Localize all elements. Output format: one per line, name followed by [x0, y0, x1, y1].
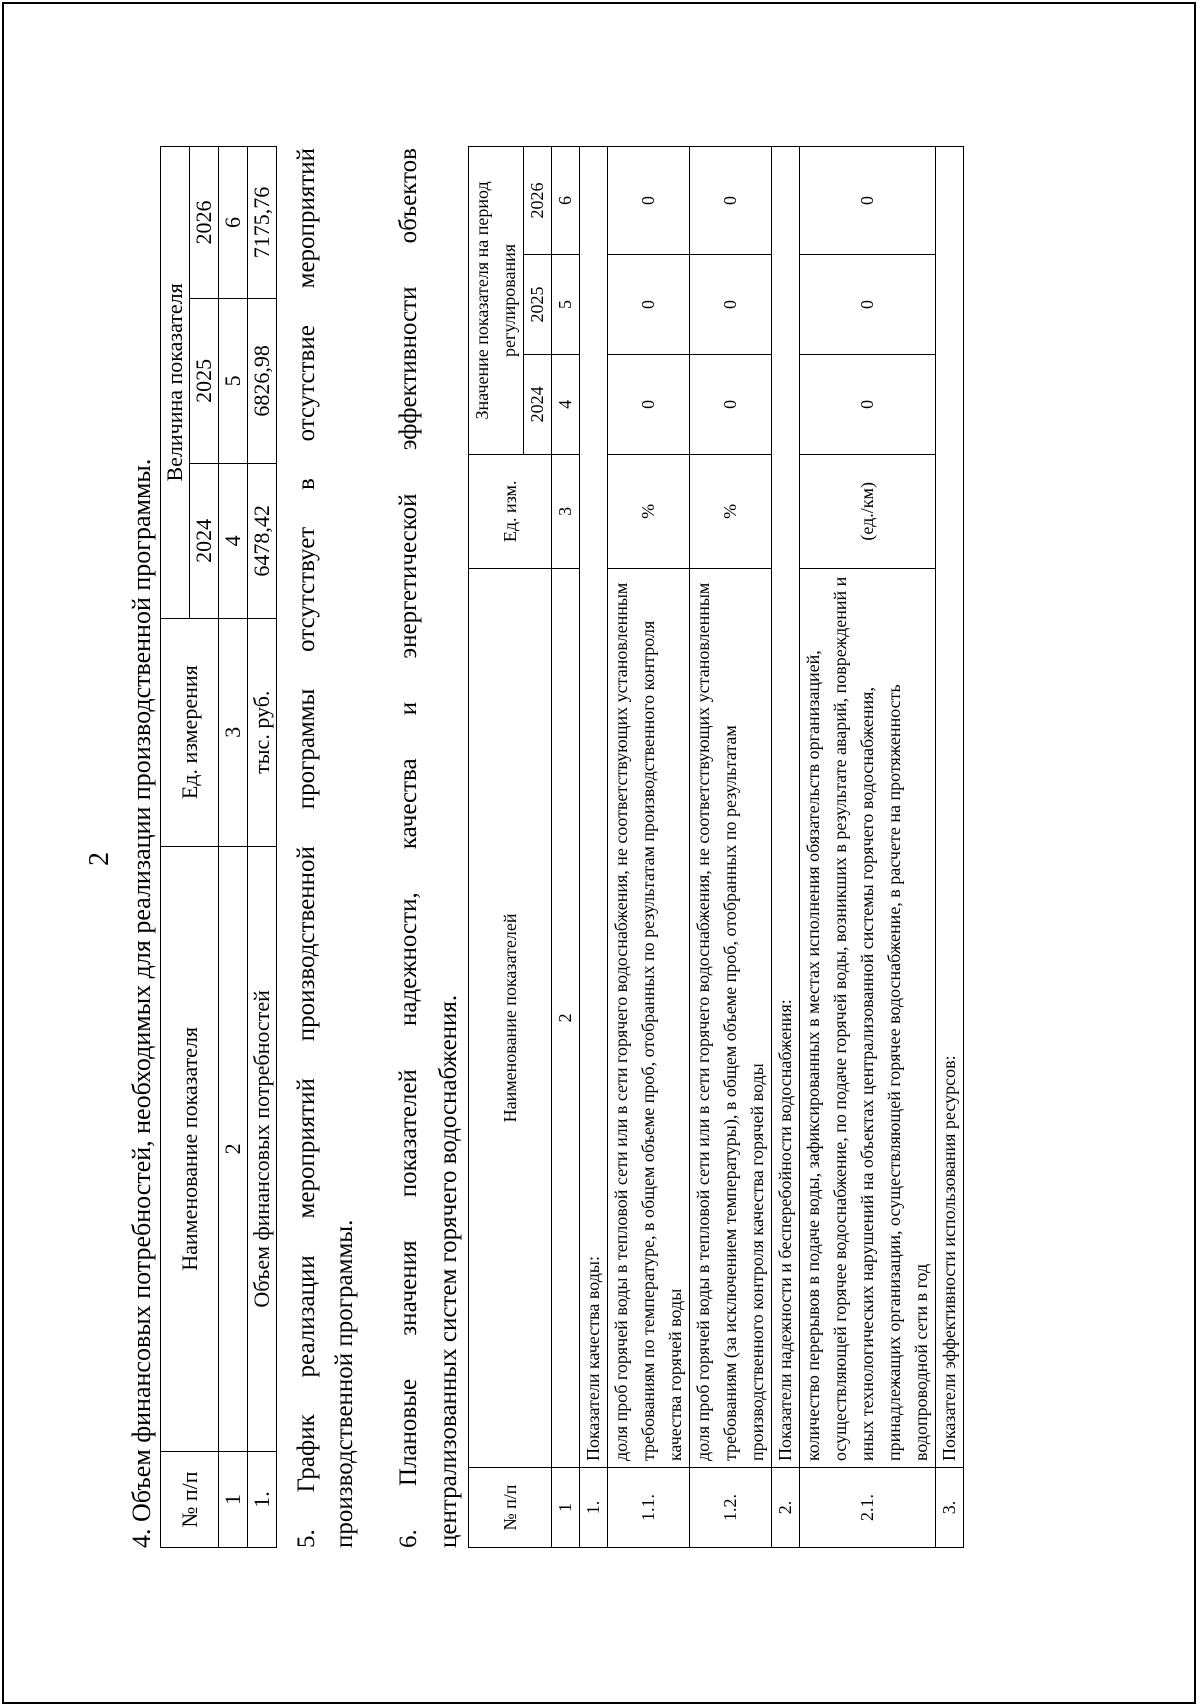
year-header: 2024	[190, 463, 219, 618]
col-header-unit: Ед. измерения	[161, 618, 219, 846]
col-header-unit: Ед. изм.	[469, 454, 552, 568]
col-header-group: Величина показателя	[161, 147, 190, 619]
row-value: 0	[608, 254, 690, 354]
row-text: доля проб горячей воды в тепловой сети или в сети горячего водоснабжения, не соответствующих установленным требованиям (за исключением температуры), в общем объеме проб, отобранных по результатам производственного контроля качества горячей воды	[690, 568, 772, 1467]
group-num: 3.	[936, 1468, 964, 1548]
year-header: 2026	[190, 147, 219, 299]
group-title: Показатели надежности и бесперебойности водоснабжения:	[772, 147, 800, 1468]
index-cell: 2	[552, 568, 580, 1467]
row-value: 0	[690, 354, 772, 454]
group-num: 1.	[580, 1468, 608, 1548]
index-cell: 5	[219, 298, 248, 463]
index-cell: 1	[552, 1468, 580, 1548]
group-title: Показатели качества воды:	[580, 147, 608, 1468]
index-cell: 4	[552, 354, 580, 454]
row-value: 0	[690, 147, 772, 255]
col-header-name: Наименование показателя	[161, 846, 219, 1451]
index-cell: 3	[552, 454, 580, 568]
row-num: 1.2.	[690, 1468, 772, 1548]
year-header: 2025	[190, 298, 219, 463]
group-num: 2.	[772, 1468, 800, 1548]
table-row	[608, 147, 690, 1548]
year-header: 2024	[524, 354, 552, 454]
row-value: 0	[800, 254, 936, 354]
table-row	[248, 147, 277, 1548]
index-cell: 1	[219, 1452, 248, 1548]
year-header: 2025	[524, 254, 552, 354]
row-name: Объем финансовых потребностей	[248, 846, 277, 1451]
section6-line1: 6. Плановые значения показателей надежности, качества и энергетической эффективности объектов	[395, 148, 422, 1548]
row-value: 6478,42	[248, 463, 277, 618]
row-value: 6826,98	[248, 298, 277, 463]
section5-line1: 5. График реализации мероприятий производственной программы отсутствует в отсутствие мероприятий	[293, 148, 320, 1548]
col-header-group: Значение показателя на период регулирования	[469, 147, 524, 455]
row-unit: %	[608, 454, 690, 568]
group-row	[772, 147, 800, 1548]
table-row	[690, 147, 772, 1548]
col-header-name: Наименование показателей	[469, 568, 552, 1467]
row-value: 0	[608, 147, 690, 255]
row-num: 1.1.	[608, 1468, 690, 1548]
group-row	[936, 147, 964, 1548]
row-value: 0	[690, 254, 772, 354]
row-value: 0	[800, 354, 936, 454]
index-cell: 2	[219, 846, 248, 1451]
row-unit: тыс. руб.	[248, 618, 277, 846]
index-cell: 3	[219, 618, 248, 846]
financial-needs-table	[160, 146, 277, 1548]
index-cell: 5	[552, 254, 580, 354]
row-text: количество перерывов в подаче воды, зафиксированных в местах исполнения обязательств организацией, осуществляющей горячее водоснабжение, по подаче горячей воды, возникших в результате аварий, повреждений и иных технологических нарушений на объектах централизованной системы горячего водоснабжения, принадлежащих организации, осуществляющей горячее водоснабжение, в расчете на протяженность водопроводной сети в год	[800, 568, 936, 1467]
row-num: 2.1.	[800, 1468, 936, 1548]
row-text: доля проб горячей воды в тепловой сети или в сети горячего водоснабжения, не соответствующих установленным требованиям по температуре, в общем объеме проб, отобранных по результатам производственного контроля качества горячей воды	[608, 568, 690, 1467]
page-number: 2	[84, 852, 115, 866]
row-unit: %	[690, 454, 772, 568]
group-row	[580, 147, 608, 1548]
col-header-num: № п/п	[161, 1452, 219, 1548]
row-num: 1.	[248, 1452, 277, 1548]
row-value: 0	[608, 354, 690, 454]
index-cell: 6	[552, 147, 580, 255]
row-value: 0	[800, 147, 936, 255]
section4-heading: 4. Объем финансовых потребностей, необходимых для реализации производственной программы.	[127, 458, 156, 1548]
index-cell: 6	[219, 147, 248, 299]
section5-line2: производственной программы.	[331, 1219, 358, 1548]
table-row	[800, 147, 936, 1548]
indicators-table	[468, 146, 964, 1548]
row-value: 7175,76	[248, 147, 277, 299]
year-header: 2026	[524, 147, 552, 255]
row-unit: (ед./км)	[800, 454, 936, 568]
col-header-num: № п/п	[469, 1468, 552, 1548]
index-cell: 4	[219, 463, 248, 618]
section6-line2: централизованных систем горячего водоснабжения.	[435, 994, 462, 1548]
group-title: Показатели эффективности использования ресурсов:	[936, 147, 964, 1468]
